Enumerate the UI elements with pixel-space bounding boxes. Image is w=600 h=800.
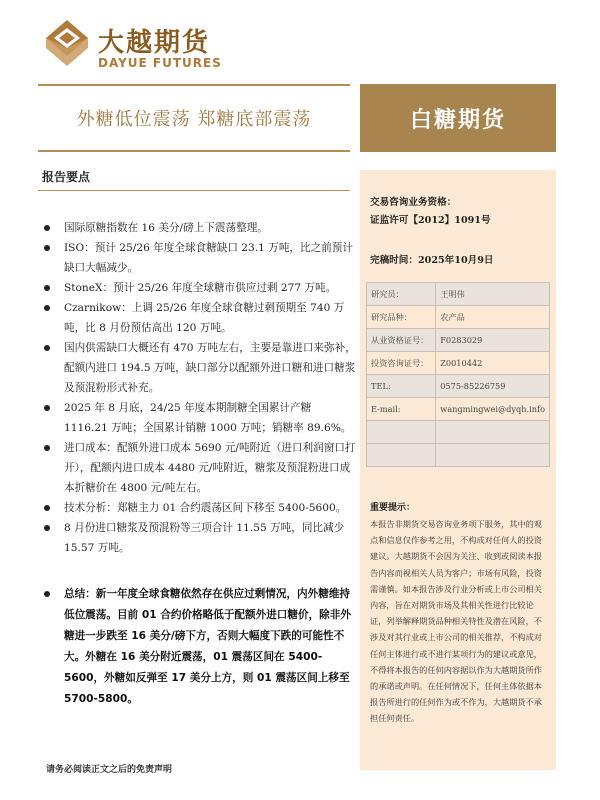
footer-disclaimer: 请务必阅读正文之后的免责声明	[46, 765, 173, 775]
table-key	[367, 421, 436, 444]
license-number: 证监许可【2012】1091号	[370, 215, 491, 226]
bullet-dot-icon	[44, 591, 50, 597]
table-key: 投资咨询证号：	[367, 352, 436, 375]
qualification-block	[370, 194, 491, 230]
report-category-box	[360, 84, 556, 152]
table-value	[436, 444, 550, 467]
bullet-dot-icon	[44, 405, 50, 411]
table-key: E-mail:	[367, 398, 436, 421]
bullet-dot-icon	[44, 345, 50, 351]
key-point: ISO：预计 25/26 年度全球食糖缺口 23.1 万吨，比之前预计缺口大幅减少。	[42, 238, 357, 278]
table-value: Z0010442	[436, 352, 550, 375]
section-title: 报告要点	[42, 170, 91, 184]
logo-emblem-icon	[44, 18, 90, 68]
key-points-list	[42, 218, 357, 558]
summary-block	[42, 584, 357, 710]
key-point: 国内供需缺口大概还有 470 万吨左右，主要是靠进口来弥补，配额内进口 194.5 万吨，缺口部分以配额外进口糖和进口糖浆及预混粉形式补充。	[42, 338, 357, 398]
key-point: 技术分析：郑糖主力 01 合约震荡区间下移至 5400-5600。	[42, 498, 357, 518]
report-headline-box	[38, 84, 350, 152]
key-point: 8 月份进口糖浆及预混粉等三项合计 11.55 万吨，同比减少 15.57 万吨。	[42, 518, 357, 558]
table-value: F0283029	[436, 329, 550, 352]
bullet-dot-icon	[44, 505, 50, 511]
table-value	[436, 421, 550, 444]
bullet-dot-icon	[44, 225, 50, 231]
info-sidebar	[360, 170, 556, 770]
notice-text: 本报告非期货交易咨询业务项下服务，其中的观点和信息仅作参考之用，不构成对任何人的投资建议。大越期货不会因为关注、收到或阅读本报告内容而视相关人员为客户；市场有风险，投资需谨慎。如本报告涉及行业分析或上市公司相关内容，旨在对期货市场及其相关性进行比较论证，列举解释期货品种相关特性及潜在风险，不涉及对其行业或上市公司的相关推荐，不构成对任何主体进行或不进行某项行为的建议或意见，不得将本报告的任何内容据以作为大越期货所作的承诺或声明。在任何情况下，任何主体依据本报告所进行的任何作为或不作为，大越期货不承担任何责任。	[370, 519, 542, 724]
table-row	[367, 329, 550, 352]
table-value: 王明伟	[436, 283, 550, 306]
table-value: wangmingwei@dyqh.info	[436, 398, 550, 421]
researcher-info-table	[366, 282, 550, 467]
key-point: 国际原糖指数在 16 美分/磅上下震荡整理。	[42, 218, 357, 238]
qualification-label: 交易咨询业务资格：	[370, 197, 457, 208]
bullet-dot-icon	[44, 245, 50, 251]
table-row	[367, 421, 550, 444]
logo-name-cn: 大越期货	[98, 28, 211, 58]
table-value: 0575-85226759	[436, 375, 550, 398]
bullet-dot-icon	[44, 445, 50, 451]
table-key: 研究品种：	[367, 306, 436, 329]
section-divider	[38, 190, 350, 191]
table-row	[367, 283, 550, 306]
key-point: Czarnikow：上调 25/26 年度全球食糖过剩预期至 740 万吨，比 8 月份预估高出 120 万吨。	[42, 298, 357, 338]
table-row	[367, 352, 550, 375]
table-row	[367, 306, 550, 329]
report-category: 白糖期货	[409, 106, 506, 133]
table-key: TEL:	[367, 375, 436, 398]
table-key: 从业资格证号：	[367, 329, 436, 352]
key-point: 2025 年 8 月底，24/25 年度本期制糖全国累计产糖 1116.21 万吨；全国累计销糖 1000 万吨；销糖率 89.6%。	[42, 398, 357, 438]
table-key: 研究员：	[367, 283, 436, 306]
company-logo	[44, 18, 244, 78]
completion-time: 完稿时间：2025年10月9日	[370, 255, 494, 266]
table-key	[367, 444, 436, 467]
summary-text: 总结：新一年度全球食糖依然存在供应过剩情况，内外糖维持低位震荡。目前 01 合约价格略低于配额外进口糖价，除非外糖进一步跌至 16 美分/磅下方，否则大幅度下跌的可能性不大。外糖在 16 美分附近震荡，01 震荡区间在 5400-5600，外糖如反弹至 17 美分上方，则 01 震荡区间上移至 5700-5800。	[64, 588, 351, 705]
table-value: 农产品	[436, 306, 550, 329]
logo-name-en: DAYUE FUTURES	[98, 56, 222, 70]
notice-title: 重要提示：	[370, 503, 416, 513]
key-point: StoneX：预计 25/26 年度全球糖市供应过剩 277 万吨。	[42, 278, 357, 298]
table-row	[367, 398, 550, 421]
table-row	[367, 444, 550, 467]
bullet-dot-icon	[44, 305, 50, 311]
bullet-dot-icon	[44, 285, 50, 291]
key-point: 进口成本：配额外进口成本 5690 元/吨附近（进口利润窗口打开），配额内进口成本 4480 元/吨附近，糖浆及预混粉进口成本折糖价在 4800 元/吨左右。	[42, 438, 357, 498]
table-row	[367, 375, 550, 398]
report-headline: 外糖低位震荡 郑糖底部震荡	[76, 109, 312, 130]
bullet-dot-icon	[44, 525, 50, 531]
